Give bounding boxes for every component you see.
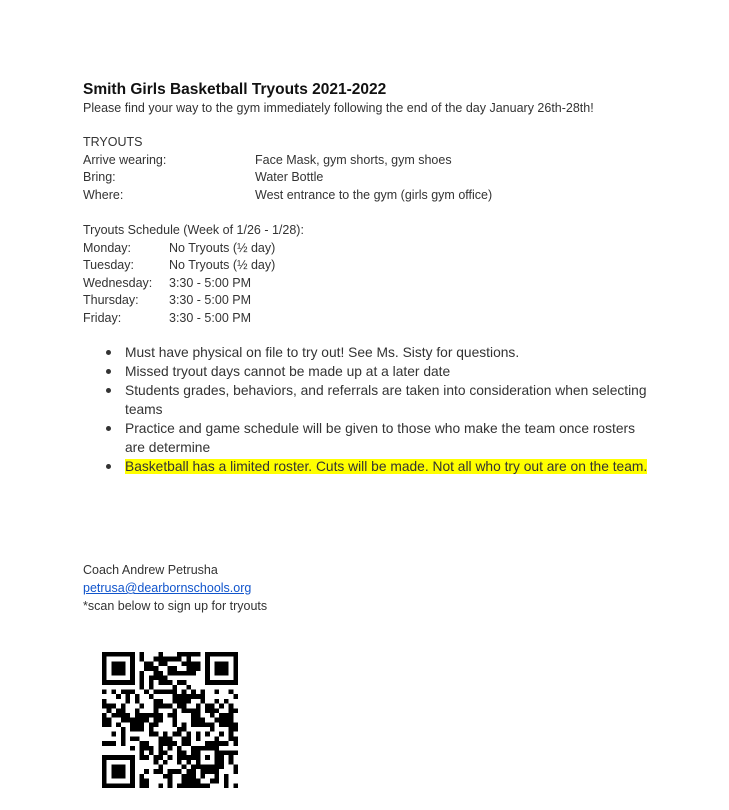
list-item <box>83 362 655 381</box>
qr-code-graphic <box>102 652 238 788</box>
tryouts-row-arrive <box>83 152 683 170</box>
tryouts-label: Arrive wearing: <box>83 152 167 167</box>
contact-block <box>83 561 267 615</box>
page-title: Smith Girls Basketball Tryouts 2021-2022 <box>83 81 387 98</box>
schedule-time: No Tryouts (½ day) <box>169 258 276 272</box>
list-item-highlighted <box>83 457 655 476</box>
schedule-heading: Tryouts Schedule (Week of 1/26 - 1/28): <box>83 223 304 237</box>
schedule-day: Friday: <box>83 310 122 325</box>
page-subtitle: Please find your way to the gym immediately following the end of the day January 26th-28th! <box>83 101 594 115</box>
schedule-day: Monday: <box>83 240 131 255</box>
list-item <box>83 343 655 362</box>
bullet-icon <box>106 388 111 393</box>
schedule-day: Tuesday: <box>83 258 134 272</box>
schedule-day: Thursday: <box>83 293 139 307</box>
tryouts-value: West entrance to the gym (girls gym office) <box>255 187 493 202</box>
schedule-time: 3:30 - 5:00 PM <box>169 293 251 307</box>
tryouts-value: Face Mask, gym shorts, gym shoes <box>255 152 452 167</box>
schedule-row-wednesday <box>83 275 683 293</box>
email-link[interactable]: petrusa@dearbornschools.org <box>83 581 252 595</box>
bullet-icon <box>106 350 111 355</box>
tryouts-label: Where: <box>83 187 124 202</box>
list-item-text: Missed tryout days cannot be made up at a later date <box>125 364 451 379</box>
highlighted-text: Basketball has a limited roster. Cuts will be made. Not all who try out are on the team. <box>125 459 648 474</box>
schedule-row-tuesday <box>83 257 683 275</box>
tryouts-label: Bring: <box>83 170 116 184</box>
list-item-text: Students grades, behaviors, and referrals are taken into consideration when selecting teams <box>125 383 647 417</box>
schedule-row-thursday <box>83 292 683 310</box>
document-body <box>83 80 683 474</box>
rules-list <box>83 343 683 476</box>
tryouts-row-bring <box>83 169 683 187</box>
tryouts-heading: TRYOUTS <box>83 135 143 149</box>
tryouts-row-where <box>83 187 683 205</box>
list-item-text: Practice and game schedule will be given to those who make the team once rosters are determine <box>125 421 635 455</box>
bullet-icon <box>106 369 111 374</box>
schedule-time: 3:30 - 5:00 PM <box>169 310 251 325</box>
qr-code-icon <box>102 652 238 788</box>
coach-name: Coach Andrew Petrusha <box>83 563 218 577</box>
bullet-icon <box>106 464 111 469</box>
tryouts-value: Water Bottle <box>255 170 324 184</box>
schedule-time: 3:30 - 5:00 PM <box>169 275 251 290</box>
schedule-day: Wednesday: <box>83 275 153 290</box>
schedule-row-monday <box>83 240 683 258</box>
scan-note: *scan below to sign up for tryouts <box>83 599 268 613</box>
list-item <box>83 381 655 419</box>
schedule-row-friday <box>83 310 683 328</box>
bullet-icon <box>106 426 111 431</box>
list-item <box>83 419 655 457</box>
list-item-text: Must have physical on file to try out! See Ms. Sisty for questions. <box>125 345 520 360</box>
schedule-time: No Tryouts (½ day) <box>169 240 276 255</box>
